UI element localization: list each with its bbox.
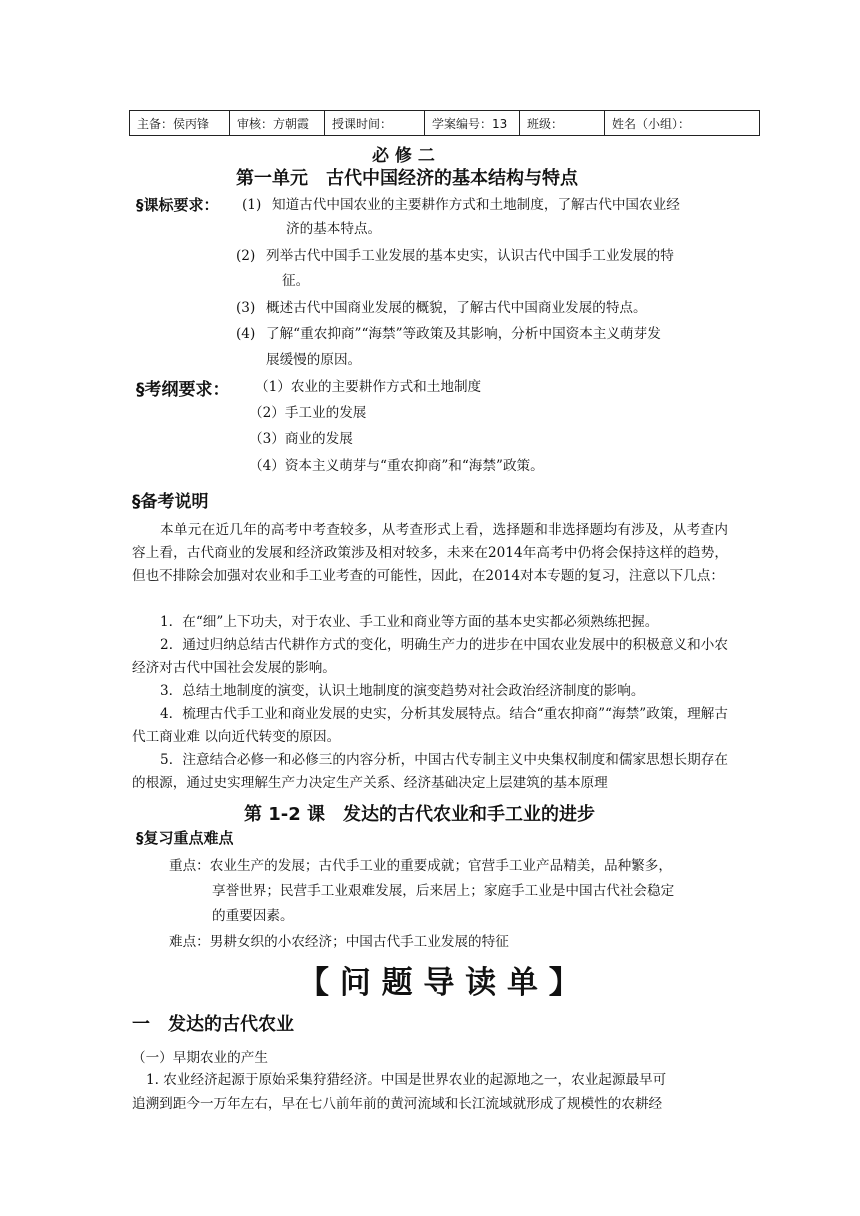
prep-point-3: 3．总结土地制度的演变，认识土地制度的演变趋势对社会政治经济制度的影响。 — [160, 683, 645, 699]
syllabus-item-4: （4）资本主义萌芽与“重农抑商”和“海禁”政策。 — [249, 458, 544, 474]
curriculum-label: §课标要求： — [136, 196, 219, 214]
prep-point-4: 4．梳理古代手工业和商业发展的史实，分析其发展特点。结合“重农抑商”“海禁”政策，理解古代工商业难 以向近代转变的原因。 — [132, 706, 728, 745]
curriculum-item-1-continuation: 济的基本特点。 — [286, 221, 382, 237]
prep-point-5: 5．注意结合必修一和必修三的内容分析，中国古代专制主义中央集权制度和儒家思想长期存在的根源，通过史实理解生产力决定生产关系、经济基础决定上层建筑的基本原理 — [132, 752, 728, 791]
header-reviewer: 审核：方朝霞 — [230, 111, 325, 136]
header-class: 班级： — [520, 111, 605, 136]
curriculum-item-1-text: 知道古代中国农业的主要耕作方式和土地制度，了解古代中国农业经 — [272, 197, 680, 213]
curriculum-item-3-text: 概述古代中国商业发展的概貌，了解古代中国商业发展的特点。 — [266, 300, 647, 316]
prep-point-1: 1．在“细”上下功夫，对于农业、手工业和商业等方面的基本史实都必须熟练把握。 — [160, 614, 659, 630]
paragraph-1-line-1: 1. 农业经济起源于原始采集狩猎经济。中国是世界农业的起源地之一，农业起源最早可 — [146, 1072, 667, 1088]
prep-point-2: 2．通过归纳总结古代耕作方式的变化，明确生产力的进步在中国农业发展中的积极意义和小农经济对古代中国社会发展的影响。 — [132, 637, 728, 676]
curriculum-item-2-continuation: 征。 — [282, 273, 310, 289]
paragraph-1-line-2: 追溯到距今一万年左右，早在七八前年前的黄河流域和长江流域就形成了规模性的农耕经 — [132, 1096, 663, 1112]
curriculum-item-4-number: (4) — [236, 326, 256, 342]
header-class-time: 授课时间： — [325, 111, 425, 136]
header-name: 姓名（小组）： — [605, 111, 760, 136]
syllabus-item-1: （1）农业的主要耕作方式和土地制度 — [255, 379, 482, 395]
focus-line-1: 重点：农业生产的发展；古代手工业的重要成就；官营手工业产品精美，品种繁多， — [169, 858, 672, 874]
book-title: 必 修 二 — [372, 146, 435, 166]
subsection-1-heading: （一）早期农业的产生 — [132, 1050, 268, 1066]
curriculum-item-4-continuation: 展缓慢的原因。 — [266, 352, 362, 368]
curriculum-item-4-text: 了解“重农抑商”“海禁”等政策及其影响，分析中国资本主义萌芽发 — [266, 326, 661, 342]
header-row — [130, 111, 760, 136]
syllabus-item-2: （2）手工业的发展 — [249, 405, 367, 421]
lesson-title: 第 1-2 课 发达的古代农业和手工业的进步 — [244, 804, 596, 825]
curriculum-item-2-text: 列举古代中国手工业发展的基本史实，认识古代中国手工业发展的特 — [266, 248, 674, 264]
curriculum-item-1-number: (1) — [242, 197, 262, 213]
unit-title: 第一单元 古代中国经济的基本结构与特点 — [236, 168, 578, 189]
focus-line-2: 享誉世界；民营手工业艰难发展，后来居上；家庭手工业是中国古代社会稳定 — [212, 883, 675, 899]
header-case-number: 学案编号：13 — [425, 111, 520, 136]
prep-intro-paragraph: 本单元在近几年的高考中考查较多，从考查形式上看，选择题和非选择题均有涉及，从考查内容上看，古代商业的发展和经济政策涉及相对较多，未来在2014年高考中仍将会保持这样的趋势，但也不排除会加强对农业和手工业考查的可能性，因此，在2014对本专题的复习，注意以下几点： — [132, 522, 728, 584]
difficulty-line: 难点：男耕女织的小农经济；中国古代手工业发展的特征 — [169, 934, 509, 950]
syllabus-label: §考纲要求： — [136, 380, 230, 400]
syllabus-item-3: （3）商业的发展 — [249, 431, 353, 447]
lesson-header-table — [129, 110, 760, 136]
header-author: 主备：侯丙锋 — [130, 111, 230, 136]
curriculum-item-2-number: (2) — [236, 248, 256, 264]
section-1-heading: 一 发达的古代农业 — [132, 1014, 294, 1035]
key-points-label: §复习重点难点 — [136, 829, 234, 847]
focus-line-3: 的重要因素。 — [212, 908, 294, 924]
prep-label: §备考说明 — [132, 492, 209, 512]
curriculum-item-3-number: (3) — [236, 300, 256, 316]
guide-title: 【 问 题 导 读 单 】 — [298, 965, 580, 1001]
